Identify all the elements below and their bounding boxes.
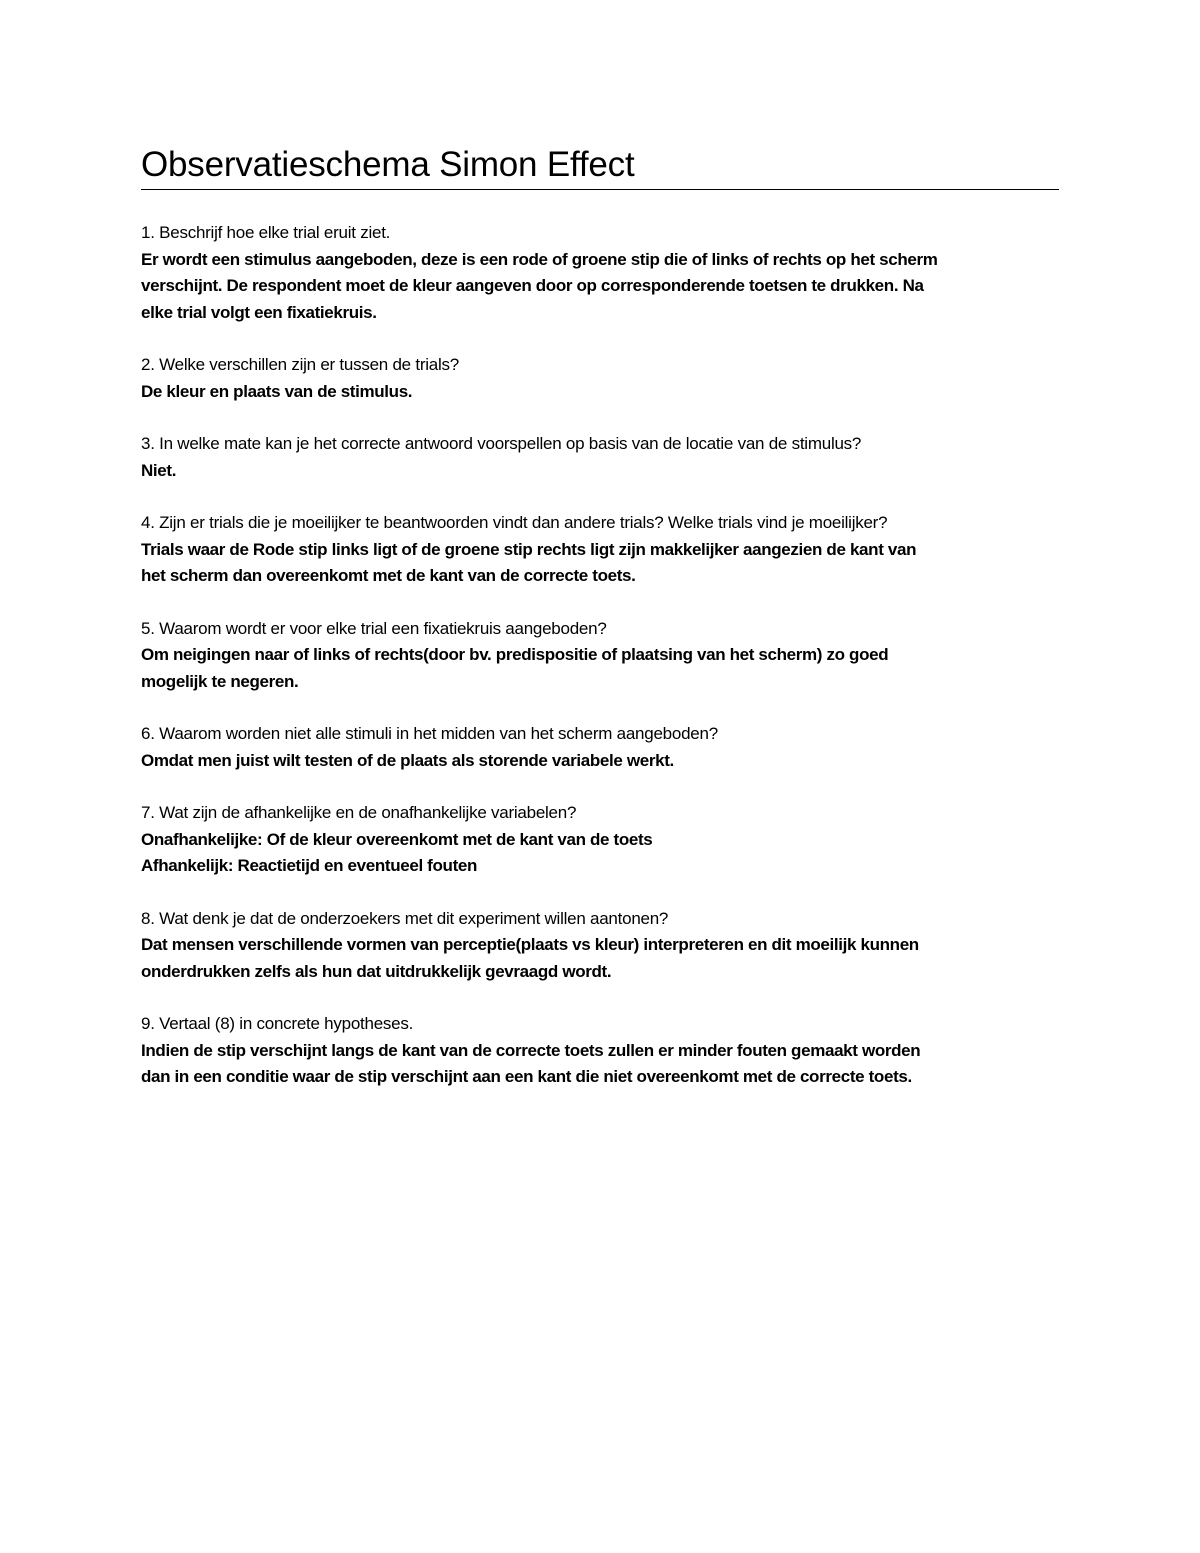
question-block-2 bbox=[141, 352, 1059, 405]
answer-line: mogelijk te negeren. bbox=[141, 671, 299, 691]
question-text: 6. Waarom worden niet alle stimuli in het midden van het scherm aangeboden? bbox=[141, 724, 718, 743]
question-block-5 bbox=[141, 616, 1059, 696]
answer-line: Omdat men juist wilt testen of de plaats als storende variabele werkt. bbox=[141, 750, 674, 770]
answer-line: elke trial volgt een fixatiekruis. bbox=[141, 302, 377, 322]
answer-line: het scherm dan overeenkomt met de kant van de correcte toets. bbox=[141, 566, 636, 585]
answer-line: Afhankelijk: Reactietijd en eventueel fouten bbox=[141, 856, 478, 875]
question-list bbox=[141, 220, 1059, 1117]
answer-line: De kleur en plaats van de stimulus. bbox=[141, 381, 413, 401]
answer-line: Dat mensen verschillende vormen van perceptie(plaats vs kleur) interpreteren en dit moeilijk kunnen bbox=[141, 935, 919, 954]
answer-line: Niet. bbox=[141, 460, 177, 480]
title-underline bbox=[141, 189, 1059, 190]
question-text: 9. Vertaal (8) in concrete hypotheses. bbox=[141, 1014, 414, 1033]
question-text: 8. Wat denk je dat de onderzoekers met dit experiment willen aantonen? bbox=[141, 908, 669, 928]
question-block-8 bbox=[141, 906, 1059, 986]
answer-line: Om neigingen naar of links of rechts(door bv. predispositie of plaatsing van het scherm) zo goed bbox=[141, 645, 889, 664]
question-block-6 bbox=[141, 721, 1059, 774]
answer-line: onderdrukken zelfs als hun dat uitdrukkelijk gevraagd wordt. bbox=[141, 961, 612, 981]
question-text: 1. Beschrijf hoe elke trial eruit ziet. bbox=[141, 223, 391, 242]
question-text: 7. Wat zijn de afhankelijke en de onafhankelijke variabelen? bbox=[141, 803, 577, 822]
question-block-3 bbox=[141, 431, 1059, 484]
answer-line: Indien de stip verschijnt langs de kant van de correcte toets zullen er minder fouten gemaakt worden bbox=[141, 1040, 921, 1060]
answer-line: Trials waar de Rode stip links ligt of de groene stip rechts ligt zijn makkelijker aangezien de kant van bbox=[141, 539, 917, 559]
answer-line: verschijnt. De respondent moet de kleur aangeven door op corresponderende toetsen te drukken. Na bbox=[141, 276, 924, 295]
question-block-4 bbox=[141, 510, 1059, 590]
question-text: 5. Waarom wordt er voor elke trial een fixatiekruis aangeboden? bbox=[141, 618, 607, 638]
answer-line: Er wordt een stimulus aangeboden, deze is een rode of groene stip die of links of rechts op het scherm bbox=[141, 249, 938, 269]
question-block-1 bbox=[141, 220, 1059, 326]
question-text: 2. Welke verschillen zijn er tussen de trials? bbox=[141, 355, 459, 374]
question-block-9 bbox=[141, 1011, 1059, 1091]
answer-line: Onafhankelijke: Of de kleur overeenkomt met de kant van de toets bbox=[141, 829, 653, 849]
answer-line: dan in een conditie waar de stip verschijnt aan een kant die niet overeenkomt met de correcte toets. bbox=[141, 1067, 912, 1086]
document-title: Observatieschema Simon Effect bbox=[141, 145, 635, 184]
question-text: 3. In welke mate kan je het correcte antwoord voorspellen op basis van de locatie van de stimulus? bbox=[141, 434, 862, 453]
question-text: 4. Zijn er trials die je moeilijker te beantwoorden vindt dan andere trials? Welke trials vind je moeilijker? bbox=[141, 513, 888, 532]
question-block-7 bbox=[141, 800, 1059, 880]
